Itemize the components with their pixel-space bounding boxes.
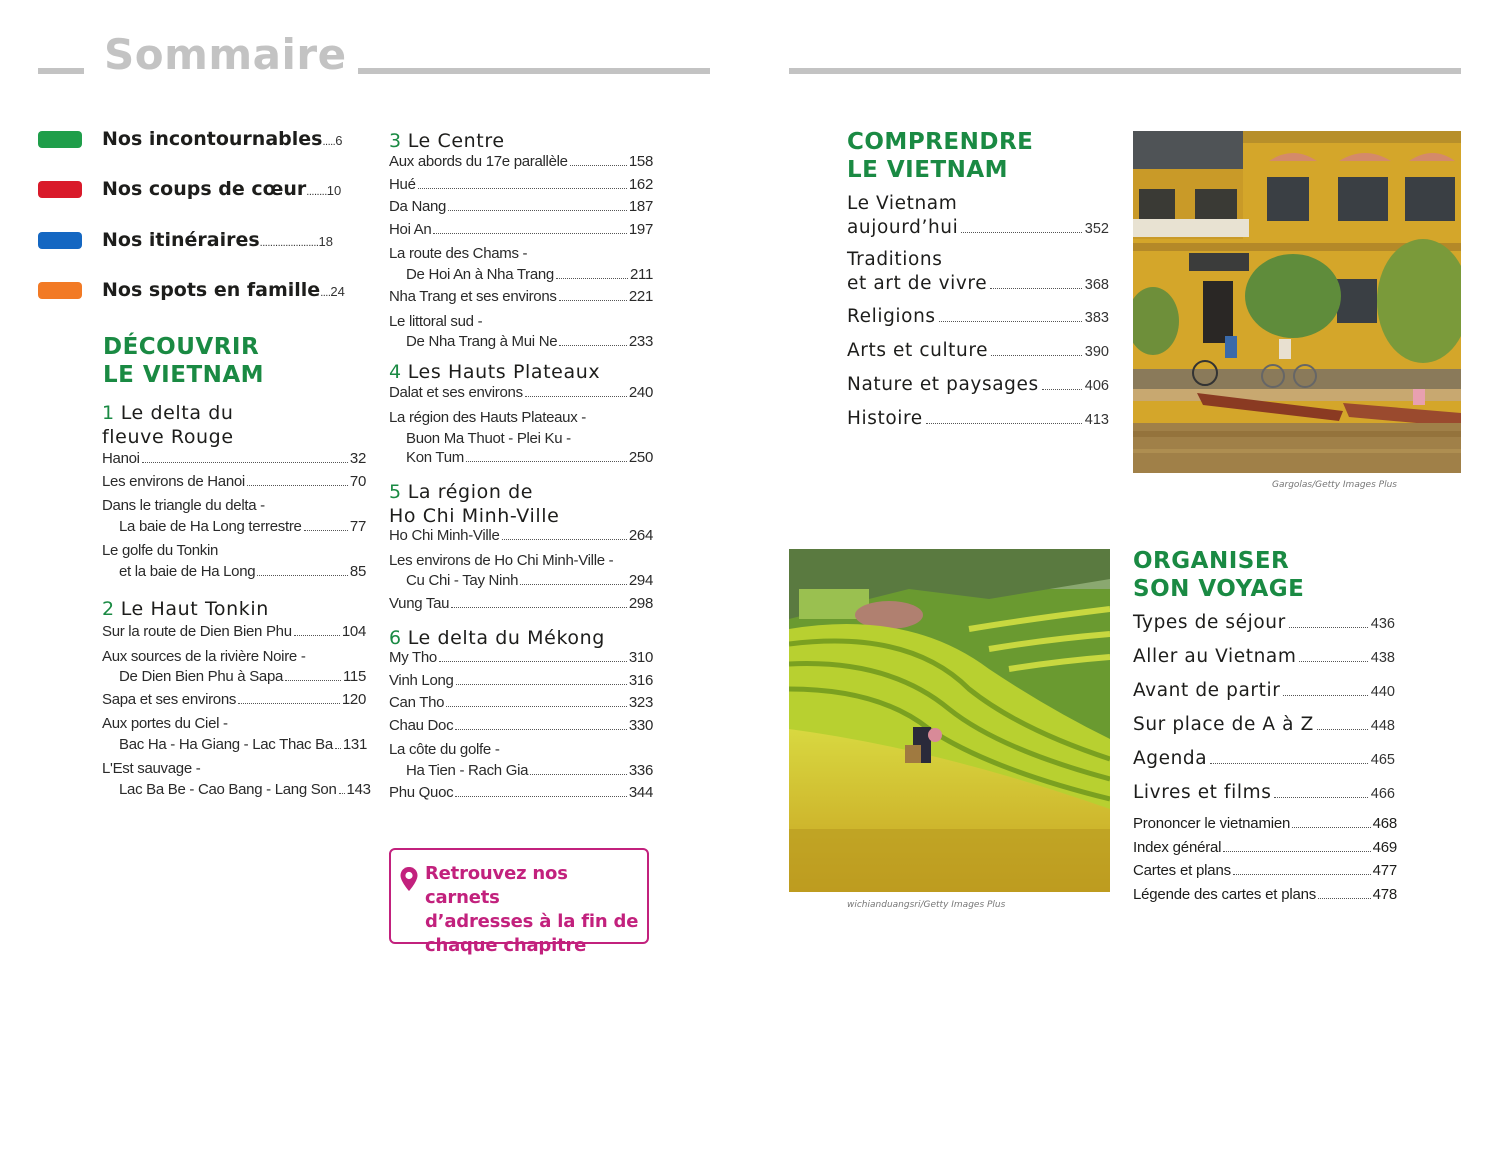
toc-entry[interactable]: Légende des cartes et plans 478	[1133, 885, 1397, 903]
toc-entry[interactable]: Histoire 413	[847, 408, 1109, 429]
chapter-number: 3	[389, 130, 402, 152]
toc-entry[interactable]: Traditions et art de vivre 368	[847, 249, 1109, 294]
toc-entry[interactable]: Agenda 465	[1133, 748, 1395, 769]
chapter-5-title[interactable]: 5 La région de Ho Chi Minh-Ville	[389, 481, 560, 527]
right-page-rule	[789, 68, 1461, 74]
chapter-4-entries	[389, 384, 653, 472]
callout-text: Retrouvez nos carnets d’adresses à la fin de chaque chapitre	[425, 863, 639, 956]
chapter-number: 2	[102, 598, 115, 620]
green-swatch-icon	[38, 131, 82, 148]
toc-entry[interactable]: Sapa et ses environs 120	[102, 690, 366, 708]
highlight-label: Nos spots en famille	[102, 279, 321, 301]
section-heading-organiser: ORGANISER SON VOYAGE	[1133, 548, 1305, 602]
photo-credit-hoi-an: Gargolas/Getty Images Plus	[1272, 480, 1397, 490]
toc-entry[interactable]: Types de séjour 436	[1133, 612, 1395, 633]
chapter-6-title[interactable]: 6 Le delta du Mékong	[389, 627, 605, 649]
toc-entry-line[interactable]: La côte du golfe -	[389, 741, 500, 758]
toc-entry[interactable]: Index général 469	[1133, 838, 1397, 856]
highlight-coups-de-coeur[interactable]: Nos coups de cœur........10	[38, 181, 82, 198]
orange-swatch-icon	[38, 282, 82, 299]
highlight-page: 10	[326, 183, 342, 198]
map-pin-icon	[399, 866, 419, 892]
toc-entry[interactable]: Arts et culture 390	[847, 340, 1109, 361]
red-swatch-icon	[38, 181, 82, 198]
chapter-number: 1	[102, 402, 115, 424]
chapter-2-entries	[102, 623, 371, 803]
toc-entry[interactable]: Nha Trang et ses environs 221	[389, 288, 653, 305]
organiser-entries	[1133, 611, 1395, 815]
highlight-page: 18	[318, 234, 333, 249]
toc-entry-line[interactable]: Aux sources de la rivière Noire -	[102, 647, 306, 665]
toc-entry-line[interactable]: Les environs de Ho Chi Minh-Ville -	[389, 551, 614, 569]
address-book-callout	[389, 848, 649, 956]
toc-entry[interactable]: Lac Ba Be - Cao Bang - Lang Son 143	[119, 780, 371, 798]
toc-entry[interactable]: Livres et films 466	[1133, 782, 1395, 803]
chapter-3-entries	[389, 153, 653, 356]
toc-entry[interactable]: et la baie de Ha Long 85	[119, 562, 366, 580]
highlight-itineraires[interactable]: Nos itinéraires.......................18	[38, 232, 82, 249]
toc-entry-line[interactable]: Le golfe du Tonkin	[102, 542, 219, 559]
highlight-label: Nos itinéraires	[102, 229, 260, 251]
toc-entry[interactable]: De Nha Trang à Mui Ne 233	[406, 333, 653, 350]
toc-entry[interactable]: Hanoi 32	[102, 450, 366, 467]
toc-entry[interactable]: Aux abords du 17e parallèle 158	[389, 153, 653, 170]
toc-entry-line[interactable]: L'Est sauvage -	[102, 760, 201, 777]
chapter-3-title[interactable]: 3 Le Centre	[389, 130, 505, 152]
toc-entry-line[interactable]: La région des Hauts Plateaux -	[389, 408, 586, 426]
toc-entry[interactable]: Phu Quoc 344	[389, 784, 653, 801]
toc-entry[interactable]: La baie de Ha Long terrestre 77	[119, 517, 366, 535]
chapter-1-entries	[102, 450, 366, 585]
toc-entry-line[interactable]: Dans le triangle du delta -	[102, 497, 265, 514]
toc-entry[interactable]: Bac Ha - Ha Giang - Lac Thac Ba 131	[119, 735, 368, 753]
highlight-page: 24	[330, 284, 345, 299]
chapter-number: 4	[389, 361, 402, 383]
toc-entry[interactable]: Nature et paysages 406	[847, 374, 1109, 395]
toc-entry[interactable]: Ha Tien - Rach Gia 336	[406, 761, 653, 779]
highlight-incontournables[interactable]: Nos incontournables.....6	[38, 131, 82, 148]
section-heading-decouvrir: DÉCOUVRIR LE VIETNAM	[103, 334, 265, 388]
toc-entry[interactable]: My Tho 310	[389, 649, 653, 666]
toc-entry[interactable]: Kon Tum 250	[406, 449, 653, 466]
toc-entry[interactable]: Les environs de Hanoi 70	[102, 472, 366, 490]
toc-entry[interactable]: De Dien Bien Phu à Sapa 115	[119, 668, 366, 685]
toc-entry-line[interactable]: Buon Ma Thuot - Plei Ku -	[406, 430, 571, 447]
chapter-6-entries	[389, 649, 653, 807]
toc-entry[interactable]: Prononcer le vietnamien 468	[1133, 815, 1397, 832]
toc-entry[interactable]: Ho Chi Minh-Ville 264	[389, 527, 653, 544]
toc-entry[interactable]: Sur place de A à Z 448	[1133, 714, 1395, 735]
chapter-number: 5	[389, 481, 402, 503]
chapter-4-title[interactable]: 4 Les Hauts Plateaux	[389, 361, 601, 383]
toc-entry[interactable]: Chau Doc 330	[389, 716, 653, 734]
toc-entry[interactable]: Vinh Long 316	[389, 671, 653, 689]
toc-entry[interactable]: De Hoi An à Nha Trang 211	[406, 265, 653, 283]
photo-rice-terraces	[789, 549, 1110, 892]
chapter-number: 6	[389, 627, 402, 649]
toc-entry[interactable]: Cartes et plans 477	[1133, 862, 1397, 879]
chapter-2-title[interactable]: 2 Le Haut Tonkin	[102, 598, 269, 620]
toc-entry-line[interactable]: La route des Chams -	[389, 245, 528, 262]
chapter-5-entries	[389, 527, 653, 617]
page-title: Sommaire	[104, 30, 347, 79]
toc-entry[interactable]: Dalat et ses environs 240	[389, 384, 653, 401]
toc-entry[interactable]: Cu Chi - Tay Ninh 294	[406, 572, 653, 589]
highlight-label: Nos coups de cœur	[102, 178, 307, 200]
comprendre-entries	[847, 192, 1109, 441]
toc-entry[interactable]: Vung Tau 298	[389, 594, 653, 612]
hoi-an-image	[1133, 131, 1461, 473]
rice-terraces-image	[789, 549, 1110, 892]
toc-entry[interactable]: Can Tho 323	[389, 694, 653, 711]
toc-entry[interactable]: Aller au Vietnam 438	[1133, 646, 1395, 667]
toc-entry[interactable]: Le Vietnam aujourd’hui 352	[847, 193, 1109, 238]
blue-swatch-icon	[38, 232, 82, 249]
chapter-1-title[interactable]: 1 Le delta du fleuve Rouge	[102, 402, 234, 448]
highlight-label: Nos incontournables	[102, 128, 323, 150]
highlight-spots-famille[interactable]: Nos spots en famille....24	[38, 282, 82, 299]
toc-entry[interactable]: Hoi An 197	[389, 220, 653, 238]
toc-entry[interactable]: Hué 162	[389, 175, 653, 193]
title-rule-left	[38, 68, 84, 74]
toc-entry-line[interactable]: Le littoral sud -	[389, 312, 483, 330]
highlight-page: 6	[335, 133, 343, 148]
toc-entry[interactable]: Avant de partir 440	[1133, 680, 1395, 701]
photo-credit-rice-terraces: wichianduangsri/Getty Images Plus	[847, 900, 1006, 910]
toc-entry[interactable]: Religions 383	[847, 306, 1109, 327]
organiser-small-entries	[1133, 815, 1397, 909]
title-rule-right	[358, 68, 710, 74]
toc-entry[interactable]: Da Nang 187	[389, 198, 653, 215]
toc-entry[interactable]: Sur la route de Dien Bien Phu 104	[102, 623, 366, 640]
section-heading-comprendre: COMPRENDRE LE VIETNAM	[847, 129, 1034, 183]
photo-hoi-an	[1133, 131, 1461, 473]
toc-entry-line[interactable]: Aux portes du Ciel -	[102, 715, 228, 732]
